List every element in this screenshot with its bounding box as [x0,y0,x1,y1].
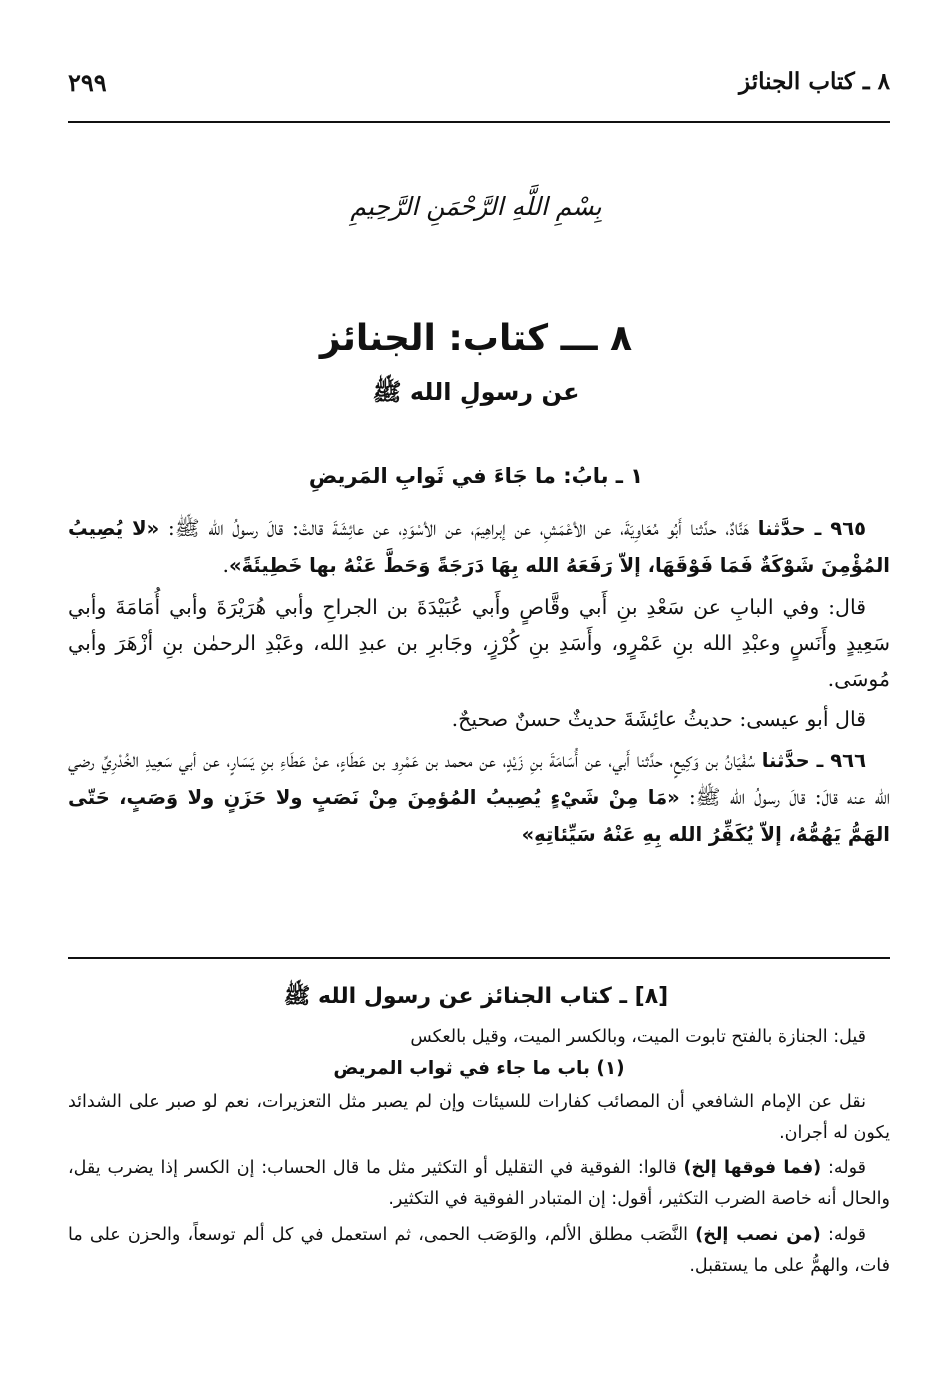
commentary-block [68,1022,890,1282]
chapter-heading: ١ ـ بابُ: ما جَاءَ في ثَوابِ المَريضِ [308,464,644,488]
header-divider [68,121,890,123]
commentary-fawqaha [68,1153,890,1216]
hadith-text-block [68,510,890,854]
commentary-fawqaha-text: قالوا: الفوقية في التقليل أو التكثير مثل ما قال الحساب: إن الكسر إذا يضرب يقل، والحال أنه خاصة الضرب التكثير، أقول: إن المتبادر الفوقية في التكثير. [68,1158,890,1210]
commentary-subheading: (١) باب ما جاء في ثواب المريض [333,1058,625,1080]
lemma-nasab: (من نصب إلخ) [695,1224,821,1245]
hadith-965-matn: «لا يُصِيبُ المُؤْمِنَ شَوْكَةٌ فَمَا فَوْقَهَا، إلاّ رَفَعَهُ الله بِهَا دَرَجَةً وَحَطَّ عَنْهُ بها خَطِيئَةً» [68,517,890,578]
qawluhu-label: قوله: [821,1158,866,1179]
grading-note: قال أبو عيسى: حديثُ عائِشَةَ حديثٌ حسنٌ صحيحٌ. [451,707,866,732]
commentary-divider [68,957,890,959]
hadith-966-matn: «مَا مِنْ شَيْءٍ يُصِيبُ المُؤمِنَ مِنْ نَصَبٍ ولا حَزَنٍ ولا وَصَبٍ، حَتّى الهَمُّ يَهُمُّهُ، إلاّ يُكَفِّرُ الله بِهِ عَنْهُ سَيِّئاتِهِ» [68,786,890,847]
hadith-965-isnad: هَنَّادٌ، حدَّثنا أَبُو مُعَاوِيَةَ، عن الأعْمَشِ، عن إبراهِيمَ، عن الأسْوَدِ، عن عائِشَةَ قالتْ: قالَ رسولُ الله ﷺ: [159,516,758,540]
hadith-966 [68,742,890,854]
commentary-heading: [٨] ـ كتاب الجنائز عن رسول الله ﷺ [283,984,669,1009]
hadith-965-intro: ٩٦٥ ـ حدَّثنا [757,517,867,540]
hadith-966-intro: ٩٦٦ ـ حدَّثنا [761,748,866,772]
book-title: ٨ ـــ كتاب: الجنائز [319,318,633,359]
hadith-965-end: . [222,553,229,578]
commentary-nasab-text: النَّصَب مطلق الألم، والوَصَب الحمى، ثم استعمل في كل ألم توسعاً، والحزن على ما فات، والهمُّ على ما يستقبل. [68,1224,890,1277]
commentary-nasab [68,1220,890,1283]
commentary-janazah: قيل: الجنازة بالفتح تابوت الميت، وبالكسر الميت، وقيل بالعكس [410,1027,866,1047]
hadith-965 [68,510,890,585]
bab-note: قال: وفي البابِ عن سَعْدِ بنِ أَبي وقَّاصٍ وأَبي عُبَيْدَةَ بن الجراحِ وأبي هُرَيْرَةَ وأبي أُمَامَةَ وأبي سَعِيدٍ وأَنَسٍ وعبْدِ الله بنِ عَمْرٍو، وأَسَدِ بنِ كُرْزٍ، وجَابرِ بن عبدِ الله، وعَبْدِ الرحمٰن بنِ أزْهَرَ وأبي مُوسَى. [68,594,890,692]
qawluhu-label: قوله: [820,1224,866,1245]
book-subtitle: عن رسولِ الله ﷺ [372,378,580,406]
running-title: ٨ ـ كتاب الجنائز [739,68,890,95]
commentary-shafii: نقل عن الإمام الشافعي أن المصائب كفارات للسيئات وإن لم يصبر مثل التعزيرات، نعم لو صبر على الشدائد يكون له أجران. [68,1091,890,1143]
lemma-fawqaha: (فما فوقها إلخ) [683,1158,822,1179]
running-header [68,68,890,108]
hadith-966-isnad: سُفْيَانُ بن وَكِيعٍ، حدَّثنا أَبي، عن أُسَامَةَ بنِ زَيْدٍ، عن محمد بن عَمْرِو بن عَطَاءٍ، عنْ عَطَاءِ بنِ يَسَارٍ، عن أبي سَعِيدِ الخُدْرِيِّ رضي الله عنه قالَ: قالَ رسولُ الله ﷺ: [68,747,890,810]
basmala-calligraphy: بِسْمِ اللَّهِ الرَّحْمَنِ الرَّحِيمِ [350,192,602,221]
page-number: ٢٩٩ [68,68,107,97]
